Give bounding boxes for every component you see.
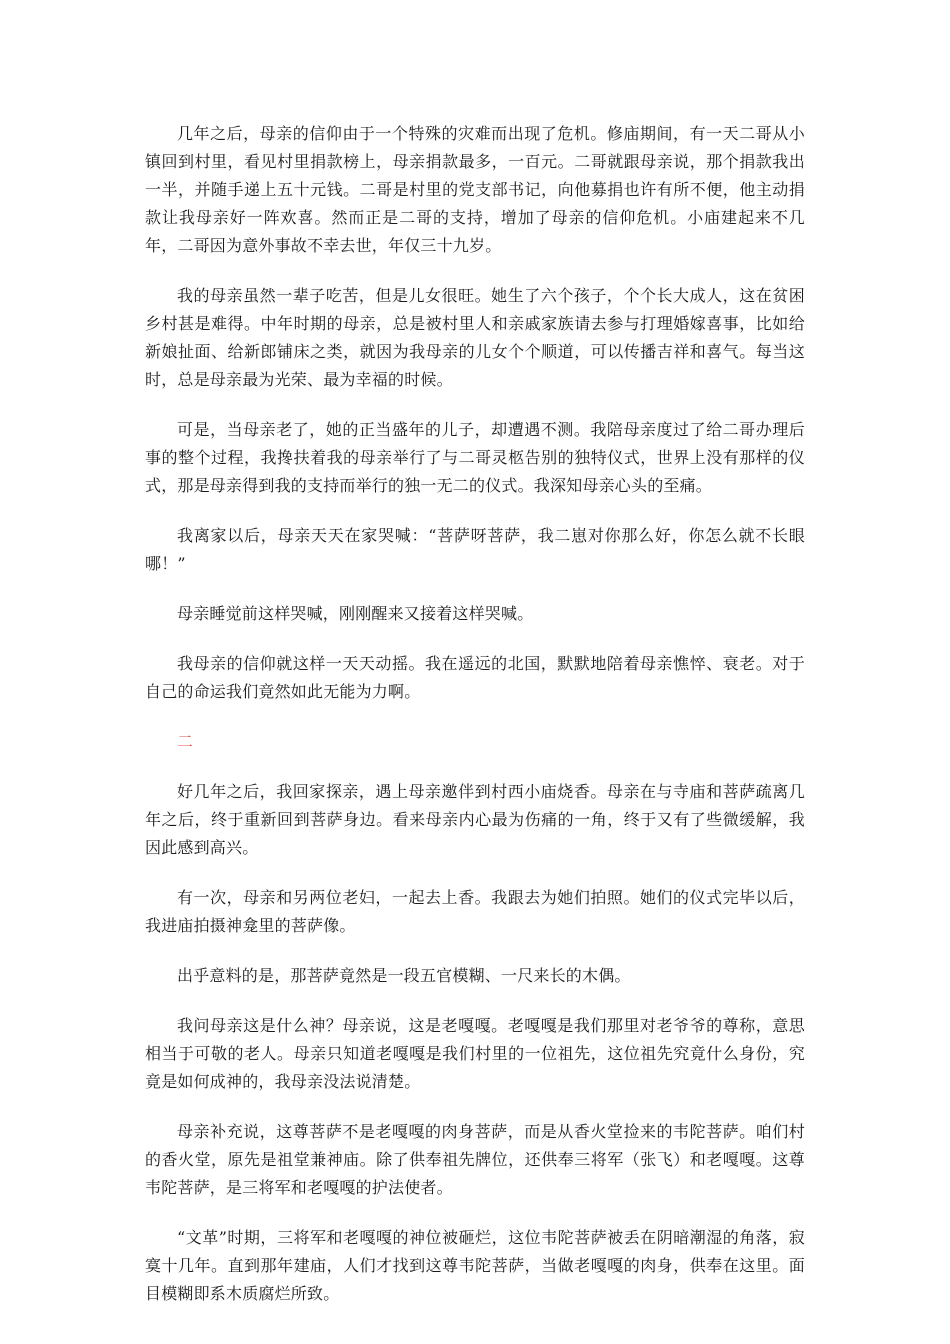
paragraph: 母亲睡觉前这样哭喊，刚刚醒来又接着这样哭喊。 [177,604,534,623]
paragraph: 母亲补充说，这尊菩萨不是老嘎嘎的肉身菩萨，而是从香火堂捡来的韦陀菩萨。咱们村的香火堂，原先是祖堂兼神庙。除了供奉祖先牌位，还供奉三将军（张飞）和老嘎嘎。这尊韦陀菩萨，是三将军和老嘎嘎的护法使者。 [145,1122,805,1197]
paragraph: 我的母亲虽然一辈子吃苦，但是儿女很旺。她生了六个孩子，个个长大成人，这在贫困乡村甚是难得。中年时期的母亲，总是被村里人和亲戚家族请去参与打理婚嫁喜事，比如给新娘扯面、给新郎铺床之类，就因为我母亲的儿女个个顺道，可以传播吉祥和喜气。每当这时，总是母亲最为光荣、最为幸福的时候。 [145,286,805,389]
paragraph: 有一次，母亲和另两位老妇，一起去上香。我跟去为她们拍照。她们的仪式完毕以后，我进庙拍摄神龛里的菩萨像。 [145,888,805,935]
paragraph: 可是，当母亲老了，她的正当盛年的儿子，却遭遇不测。我陪母亲度过了给二哥办理后事的整个过程，我搀扶着我的母亲举行了与二哥灵柩告别的独特仪式，世界上没有那样的仪式，那是母亲得到我的支持而举行的独一无二的仪式。我深知母亲心头的至痛。 [145,420,805,495]
document-page [145,120,805,1330]
paragraph: 我问母亲这是什么神？母亲说，这是老嘎嘎。老嘎嘎是我们那里对老爷爷的尊称，意思相当于可敬的老人。母亲只知道老嘎嘎是我们村里的一位祖先，这位祖先究竟什么身份，究竟是如何成神的，我母亲没法说清楚。 [145,1016,805,1091]
paragraph: 我母亲的信仰就这样一天天动摇。我在遥远的北国，默默地陪着母亲憔悴、衰老。对于自己的命运我们竟然如此无能为力啊。 [145,654,805,701]
paragraph: 好几年之后，我回家探亲，遇上母亲邀伴到村西小庙烧香。母亲在与寺庙和菩萨疏离几年之后，终于重新回到菩萨身边。看来母亲内心最为伤痛的一角，终于又有了些微缓解，我因此感到高兴。 [145,782,805,857]
paragraph: 出乎意料的是，那菩萨竟然是一段五官模糊、一尺来长的木偶。 [177,966,631,985]
paragraph: 我离家以后，母亲天天在家哭喊：“菩萨呀菩萨，我二崽对你那么好，你怎么就不长眼哪！” [145,526,805,573]
paragraph: “文革”时期，三将军和老嘎嘎的神位被砸烂，这位韦陀菩萨被丢在阴暗潮湿的角落，寂寞十几年。直到那年建庙，人们才找到这尊韦陀菩萨，当做老嘎嘎的肉身，供奉在这里。面目模糊即系木质腐烂所致。 [145,1228,805,1303]
section-number: 二 [177,732,194,751]
paragraph: 几年之后，母亲的信仰由于一个特殊的灾难而出现了危机。修庙期间，有一天二哥从小镇回到村里，看见村里捐款榜上，母亲捐款最多，一百元。二哥就跟母亲说，那个捐款我出一半，并随手递上五十元钱。二哥是村里的党支部书记，向他募捐也许有所不便，他主动捐款让我母亲好一阵欢喜。然而正是二哥的支持，增加了母亲的信仰危机。小庙建起来不几年，二哥因为意外事故不幸去世，年仅三十九岁。 [145,124,805,255]
